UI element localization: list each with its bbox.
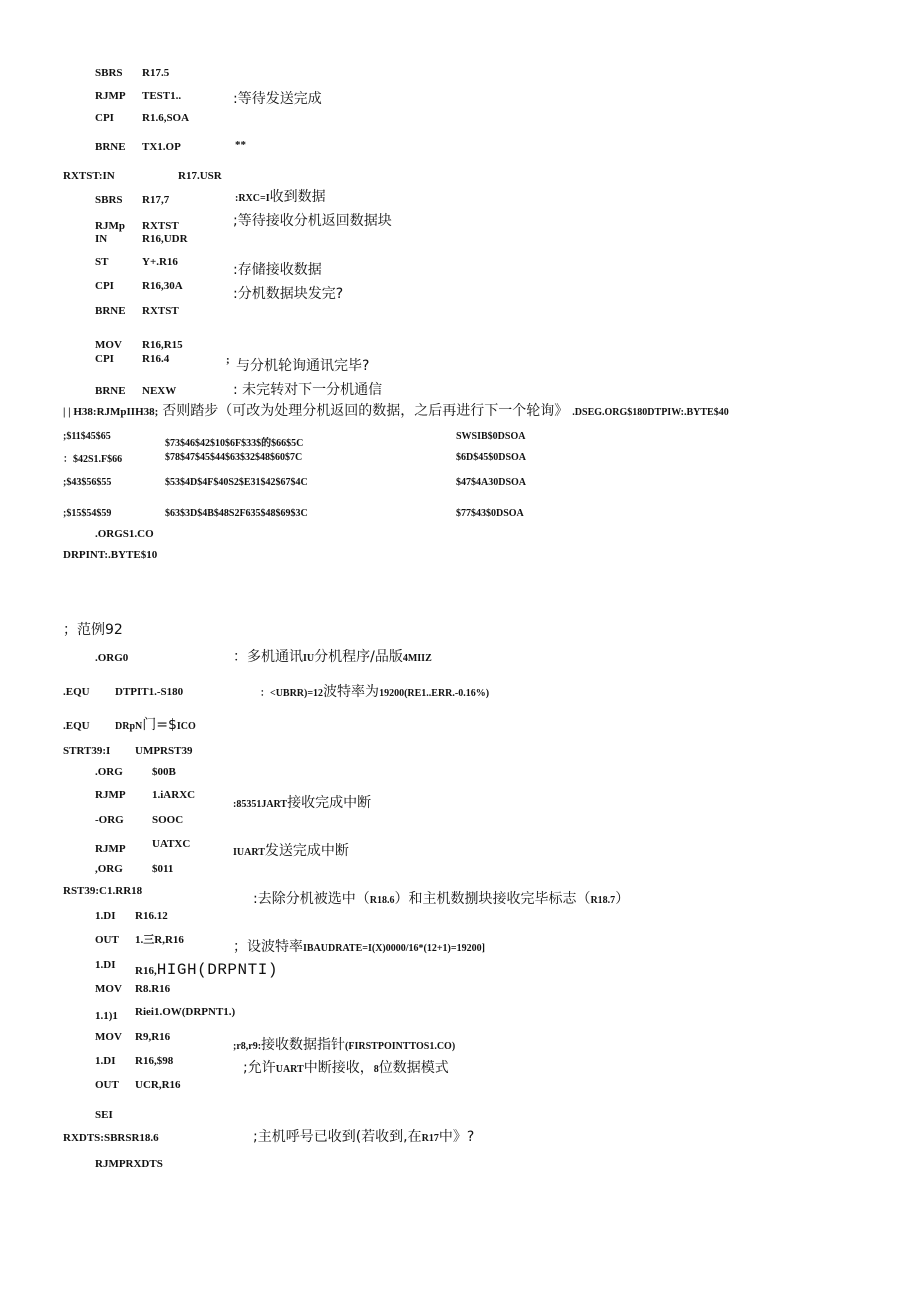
comment-text: :85351JART bbox=[233, 799, 288, 810]
code-op: RJMPRXDTS bbox=[95, 1158, 163, 1170]
code-label: RST39:C1.RR18 bbox=[63, 885, 143, 897]
arg-text: R16, bbox=[135, 965, 157, 977]
comment-text: 分机程序/品版 bbox=[314, 649, 403, 665]
data-cell: ;$43$56$55 bbox=[63, 477, 112, 488]
code-comment bbox=[243, 1059, 449, 1079]
comment-text: 多机通讯 bbox=[247, 649, 303, 665]
code-comment bbox=[260, 683, 489, 703]
comment-prefix: ： bbox=[233, 649, 247, 665]
comment-text: ：<UBRR)=12 bbox=[260, 688, 324, 699]
code-comment bbox=[233, 794, 371, 814]
h38-prefix: | | H38:RJMpIIH38; bbox=[63, 406, 159, 418]
code-op: SBRS bbox=[95, 194, 123, 206]
h38-line bbox=[63, 402, 729, 420]
code-arg: $011 bbox=[152, 863, 174, 875]
code-op: OUT bbox=[95, 1079, 119, 1091]
code-arg: RXTST bbox=[142, 305, 179, 317]
code-comment: ** bbox=[235, 139, 246, 151]
org-line: .ORGS1.CO bbox=[95, 528, 154, 540]
code-arg bbox=[135, 961, 278, 979]
comment-text: (FIRSTPOINTTOS1.CO) bbox=[345, 1041, 456, 1052]
code-op: 1.DI bbox=[95, 959, 116, 971]
comment-text: 发送完成中断 bbox=[264, 843, 349, 859]
code-arg: R16,30A bbox=[142, 280, 183, 292]
code-arg: R17.USR bbox=[178, 170, 222, 182]
code-op: CPI bbox=[95, 353, 114, 365]
comment-text: R18.6 bbox=[369, 895, 395, 906]
comment-text: 19200(RE1..ERR.-0.16%) bbox=[379, 688, 490, 699]
example-title: ；范例92 bbox=[63, 622, 123, 638]
code-op: ST bbox=[95, 256, 109, 268]
code-comment bbox=[253, 890, 629, 910]
code-op: RJMP bbox=[95, 843, 126, 855]
code-arg: R16,UDR bbox=[142, 233, 188, 245]
code-op: MOV bbox=[95, 983, 122, 995]
comment-text: IUART bbox=[233, 847, 265, 858]
code-op: -ORG bbox=[95, 814, 124, 826]
code-op: 1.1)1 bbox=[95, 1010, 118, 1022]
code-op: 1.DI bbox=[95, 1055, 116, 1067]
data-cell: $73$46$42$10$6F$33$的$66$5C bbox=[165, 438, 304, 449]
comment-text: 中》? bbox=[438, 1129, 475, 1145]
data-cell: $78$47$45$44$63$32$48$60$7C bbox=[165, 452, 303, 463]
data-cell: ;$15$54$59 bbox=[63, 508, 112, 519]
code-label: RXDTS:SBRSR18.6 bbox=[63, 1132, 159, 1144]
code-arg: NEXW bbox=[142, 385, 177, 397]
code-op: 1.DI bbox=[95, 910, 116, 922]
h38-suffix: .DSEG.ORG$180DTPIW:.BYTE$40 bbox=[572, 407, 729, 418]
code-op: RJMP bbox=[95, 90, 126, 102]
comment-text: R18.7 bbox=[590, 895, 616, 906]
code-arg: R1.6,SOA bbox=[142, 112, 190, 124]
comment-text: 接收数据指针 bbox=[261, 1037, 346, 1053]
code-arg: R17.5 bbox=[142, 67, 170, 79]
code-op: .ORG bbox=[95, 766, 123, 778]
data-cell: $47$4A30DSOA bbox=[456, 477, 527, 488]
comment-text: ;r8,r9: bbox=[233, 1041, 262, 1052]
code-arg: R16.12 bbox=[135, 910, 168, 922]
code-comment bbox=[233, 1036, 455, 1056]
code-arg: 1.iARXC bbox=[152, 789, 196, 801]
code-arg: R8.R16 bbox=[135, 983, 171, 995]
code-arg: TX1.OP bbox=[142, 141, 181, 153]
code-op: RJMP bbox=[95, 789, 126, 801]
arg-text: HIGH(DRPNTI) bbox=[156, 961, 278, 979]
code-label: RXTST:IN bbox=[63, 170, 115, 182]
code-op: RJMp bbox=[95, 220, 125, 232]
code-op: IN bbox=[95, 233, 108, 245]
code-op: BRNE bbox=[95, 141, 126, 153]
code-arg: Y+.R16 bbox=[142, 256, 178, 268]
code-arg: R16,R15 bbox=[142, 339, 183, 351]
comment-text: 4MIIZ bbox=[402, 653, 432, 664]
data-cell: $6D$45$0DSOA bbox=[456, 452, 527, 463]
code-comment: :分机数据块发完? bbox=[233, 286, 344, 302]
h38-comment: 否则踏步（可改为处理分机返回的数据，之后再进行下一个轮询》 bbox=[162, 403, 569, 419]
code-comment: 与分机轮询通讯完毕? bbox=[236, 358, 370, 374]
comment-prefix: :RXC=I bbox=[235, 193, 270, 204]
code-comment bbox=[233, 842, 349, 862]
code-op: BRNE bbox=[95, 305, 126, 317]
code-comment: ;等待接收分机返回数据块 bbox=[233, 213, 392, 229]
comment-text: 中断接收， bbox=[303, 1060, 374, 1076]
data-cell: SWSIB$0DSOA bbox=[456, 431, 526, 442]
comment-text: UART bbox=[275, 1064, 304, 1075]
drpint-line: DRPINT:.BYTE$10 bbox=[63, 549, 158, 561]
comment-text: 位数据模式 bbox=[378, 1060, 449, 1076]
code-op: OUT bbox=[95, 934, 119, 946]
code-arg: R9,R16 bbox=[135, 1031, 171, 1043]
code-arg: UMPRST39 bbox=[135, 745, 193, 757]
code-label: .EQU bbox=[63, 686, 90, 698]
code-label: STRT39:I bbox=[63, 745, 111, 757]
code-arg: SOOC bbox=[152, 814, 184, 826]
code-arg: DTPIT1.-S180 bbox=[115, 686, 184, 698]
code-arg: UATXC bbox=[152, 838, 191, 850]
data-cell: $63$3D$4B$48S2F635$48$69$3C bbox=[165, 508, 308, 519]
code-comment bbox=[235, 188, 326, 208]
code-arg: R17,7 bbox=[142, 194, 170, 206]
arg-text: DRpN bbox=[115, 721, 143, 732]
code-arg: R16.4 bbox=[142, 353, 170, 365]
code-op: CPI bbox=[95, 280, 114, 292]
code-op: MOV bbox=[95, 1031, 122, 1043]
code-comment: : 未完转对下一分机通信 bbox=[233, 382, 383, 398]
code-op: ,ORG bbox=[95, 863, 123, 875]
data-cell: $77$43$0DSOA bbox=[456, 508, 524, 519]
comment-text: 收到数据 bbox=[269, 189, 326, 205]
comment-text: 8 bbox=[373, 1064, 379, 1075]
arg-text: ICO bbox=[176, 721, 196, 732]
comment-text: :去除分机被选中（ bbox=[253, 891, 370, 907]
comment-text: ;主机呼号已收到(若收到,在 bbox=[253, 1129, 422, 1145]
comment-text: ）和主机数捌块接收完毕标志（ bbox=[394, 891, 591, 907]
code-comment: :等待发送完成 bbox=[233, 91, 322, 107]
data-cell: ;$11$45$65 bbox=[63, 431, 111, 442]
comment-prefix: ; bbox=[226, 354, 230, 366]
comment-text: ;允许 bbox=[243, 1060, 276, 1076]
code-arg: $00B bbox=[152, 766, 176, 778]
code-op: .ORG0 bbox=[95, 652, 129, 664]
code-op: SBRS bbox=[95, 67, 123, 79]
code-arg: RXTST bbox=[142, 220, 179, 232]
code-comment bbox=[233, 648, 432, 668]
code-label: .EQU bbox=[63, 720, 90, 732]
code-op: SEI bbox=[95, 1109, 113, 1121]
code-arg: TEST1.. bbox=[142, 90, 182, 102]
comment-text: ） bbox=[615, 891, 630, 907]
comment-text: R17 bbox=[421, 1133, 439, 1144]
data-cell: $53$4D$4F$40S2$E31$42$67$4C bbox=[165, 477, 308, 488]
data-cell: ：$42S1.F$66 bbox=[63, 454, 123, 465]
comment-text: IBAUDRATE=I(X)0000/16*(12+1)=19200] bbox=[303, 943, 485, 954]
code-arg: UCR,R16 bbox=[135, 1079, 181, 1091]
code-arg: 1.三R,R16 bbox=[135, 934, 184, 946]
comment-text: 波特率为 bbox=[323, 684, 380, 700]
code-comment: :存储接收数据 bbox=[233, 262, 322, 278]
code-arg: Riei1.OW(DRPNT1.) bbox=[135, 1006, 236, 1018]
code-comment bbox=[253, 1128, 474, 1148]
code-op: CPI bbox=[95, 112, 114, 124]
code-op: BRNE bbox=[95, 385, 126, 397]
comment-text: 接收完成中断 bbox=[287, 795, 372, 811]
arg-text: 门=$ bbox=[142, 717, 177, 733]
code-arg bbox=[115, 716, 196, 736]
comment-text: ；设波特率 bbox=[233, 939, 303, 955]
comment-text: IU bbox=[303, 653, 315, 664]
code-arg: R16,$98 bbox=[135, 1055, 174, 1067]
code-comment bbox=[233, 938, 485, 958]
code-op: MOV bbox=[95, 339, 122, 351]
